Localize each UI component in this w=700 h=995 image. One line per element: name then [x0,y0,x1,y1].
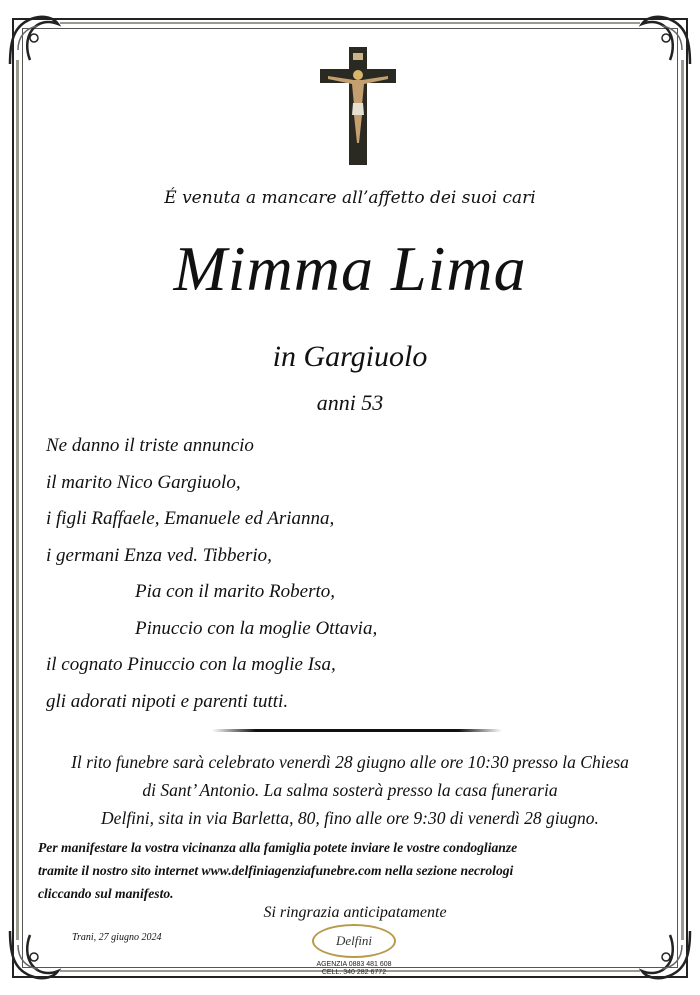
crucifix-icon [318,45,398,167]
mourners-list [46,428,646,720]
condolences-line: Per manifestare la vostra vicinanza alla famiglia potete inviare le vostre condoglianze [38,840,518,855]
mourner-line: il marito Nico Gargiuolo, [46,471,241,493]
mourner-line: Pia con il marito Roberto, [135,581,336,602]
condolences-line: cliccando sul manifesto. [38,886,174,901]
rite-line: di Sant’ Antonio. La salma sosterà presso la casa funeraria [142,780,558,800]
mourner-line: Ne danno il triste annuncio [46,435,254,456]
deceased-name: Mimma Lima [173,233,527,304]
ornament-corner-icon [4,10,64,70]
ornament-corner-icon [636,925,696,985]
mourner-line: i germani Enza ved. Tibberio, [46,544,272,566]
mourner-line: il cognato Pinuccio con la moglie Isa, [46,654,336,675]
thanks-text: Si ringrazia anticipatamente [263,904,447,921]
agency-name: Delfini [335,933,373,948]
condolences-note [38,836,664,905]
place-date: Trani, 27 giugno 2024 [72,932,162,943]
married-name: in Gargiuolo [272,340,428,373]
agency-emblem [312,924,396,958]
rite-line: Il rito funebre sarà celebrato venerdì 28 giugno alle ore 10:30 presso la Chiesa [71,752,629,772]
deceased-age: anni 53 [316,390,384,415]
agency-phone-mobile: CELL. 340 282 6772 [321,969,387,976]
agency-phone-office: AGENZIA 0883 481 608 [316,961,392,968]
condolences-line: tramite il nostro sito internet www.delfiniagenziafunebre.com nella sezione necrologi [38,863,514,878]
mourner-line: gli adorati nipoti e parenti tutti. [46,690,289,712]
mourner-line: Pinuccio con la moglie Ottavia, [135,617,378,639]
funeral-rite-info [30,748,670,832]
divider-line [212,729,502,732]
ornament-corner-icon [4,925,64,985]
rite-line: Delfini, sita in via Barletta, 80, fino alle ore 9:30 di venerdì 28 giugno. [101,808,599,828]
border-top-line [60,22,640,24]
agency-logo [304,924,404,990]
mourner-line: i figli Raffaele, Emanuele ed Arianna, [46,508,335,529]
intro-text: É venuta a mancare all’affetto dei suoi cari [164,188,536,208]
ornament-corner-icon [636,10,696,70]
